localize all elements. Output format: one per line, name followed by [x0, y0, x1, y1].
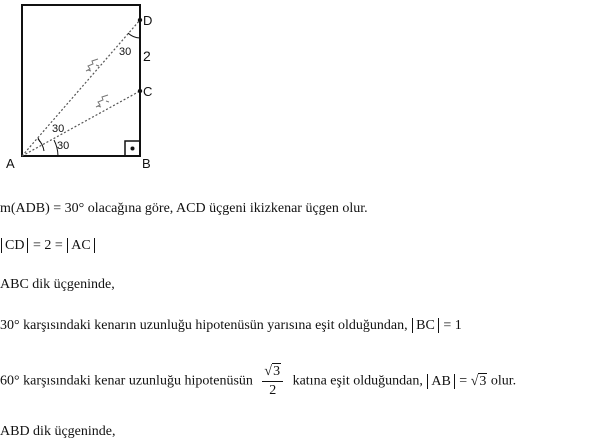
label-b: B — [142, 156, 151, 171]
segment-ad — [22, 20, 140, 156]
line4-result: = 1 — [443, 318, 462, 333]
sqrt-symbol: √3 — [264, 364, 281, 379]
label-angle-cab: 30 — [57, 140, 70, 152]
angle-arc-adb — [128, 33, 140, 38]
label-cd-length: 2 — [143, 48, 151, 64]
geometry-figure — [0, 0, 160, 178]
line5-middle: katına eşit olduğundan, — [292, 373, 423, 389]
equal-mark-ac — [96, 95, 109, 107]
right-angle-dot — [131, 147, 135, 151]
fraction-numerator — [262, 364, 283, 382]
point-c — [138, 89, 142, 93]
equal-mark-ad — [86, 59, 99, 71]
label-angle-adb: 30 — [119, 46, 132, 58]
label-angle-dac: 30 — [52, 123, 65, 135]
label-a: A — [6, 156, 15, 171]
solution-line-2 — [0, 237, 96, 255]
solution-line-3: ABC dik üçgeninde, — [0, 277, 115, 292]
abs-cd: CD — [1, 238, 28, 253]
line5-end: olur. — [490, 373, 517, 389]
line5-eq: = — [459, 373, 468, 389]
line5-text: 60° karşısındaki kenar uzunluğu hipotenüsün — [0, 373, 253, 389]
label-d: D — [143, 13, 153, 28]
equality-middle: = 2 = — [32, 238, 63, 253]
solution-line-6: ABD dik üçgeninde, — [0, 424, 116, 439]
abs-ab: AB — [427, 374, 454, 389]
abs-bc: BC — [412, 318, 439, 333]
line4-text: 30° karşısındaki kenarın uzunluğu hipotenüsün yarısına eşit olduğundan, — [0, 318, 408, 333]
fraction-sqrt3-over-2 — [262, 364, 283, 399]
abs-ac: AC — [67, 238, 94, 253]
label-c: C — [143, 84, 153, 99]
figure-svg — [0, 0, 160, 178]
segment-ac — [22, 91, 140, 156]
solution-line-5 — [0, 364, 516, 399]
sqrt3-value: √3 — [470, 373, 487, 389]
solution-line-1: m(ADB) = 30° olacağına göre, ACD üçgeni ikizkenar üçgen olur. — [0, 201, 368, 216]
rectangle-frame — [22, 5, 140, 156]
fraction-denominator: 2 — [269, 383, 277, 398]
solution-line-4 — [0, 317, 462, 335]
point-d — [138, 18, 142, 22]
